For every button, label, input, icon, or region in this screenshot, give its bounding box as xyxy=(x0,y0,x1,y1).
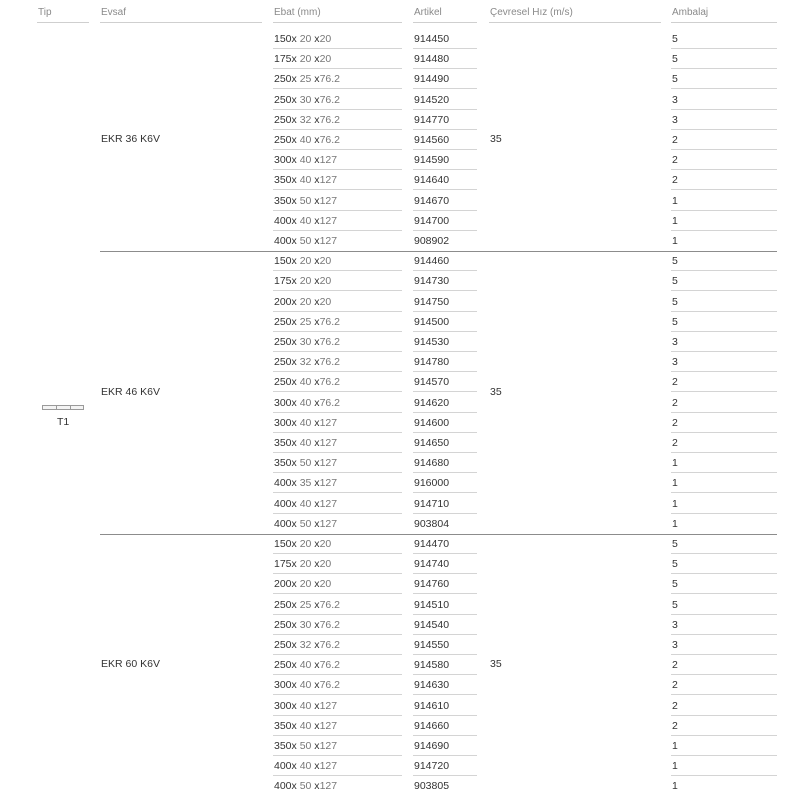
ebat-dim-b: 32 xyxy=(299,113,312,126)
ebat-dim-a: 150 xyxy=(274,33,292,45)
ebat-dim-a: 400 xyxy=(274,497,292,510)
header-evsaf: Evsaf xyxy=(100,7,262,23)
ebat-dim-b: 40 xyxy=(299,760,312,773)
artikel-cell: 914530 xyxy=(413,332,477,352)
artikel-cell: 914570 xyxy=(413,372,477,392)
ebat-dim-a: 400 xyxy=(274,517,292,530)
ambalaj-cell: 1 xyxy=(671,494,777,514)
ebat-dim-c: 76.2 xyxy=(319,113,340,126)
ambalaj-cell: 2 xyxy=(671,696,777,716)
ebat-dim-c: 20 xyxy=(319,578,332,591)
artikel-cell: 914610 xyxy=(413,696,477,716)
ebat-cell: 250x 40 x76.2 xyxy=(273,372,402,392)
artikel-cell: 914510 xyxy=(413,595,477,615)
ebat-dim-c: 76.2 xyxy=(319,618,340,631)
ebat-cell: 150x 20 x20 xyxy=(273,534,402,554)
ebat-cell: 300x 40 x76.2 xyxy=(273,675,402,695)
ebat-dim-b: 40 xyxy=(299,154,312,167)
ebat-dim-a: 250 xyxy=(274,93,292,106)
ebat-cell: 400x 35 x127 xyxy=(273,473,402,493)
hiz-value: 35 xyxy=(490,385,502,398)
ebat-dim-c: 76.2 xyxy=(319,134,340,146)
ebat-cell: 250x 32 x76.2 xyxy=(273,352,402,372)
artikel-cell: 914480 xyxy=(413,49,477,69)
ebat-dim-b: 25 xyxy=(299,315,312,328)
ebat-dim-b: 40 xyxy=(299,679,312,692)
ebat-cell: 250x 32 x76.2 xyxy=(273,635,402,655)
ebat-dim-c: 20 xyxy=(319,295,332,308)
ebat-dim-a: 300 xyxy=(274,699,292,712)
ebat-dim-b: 40 xyxy=(299,699,312,712)
ebat-dim-a: 400 xyxy=(274,477,292,490)
ebat-dim-a: 400 xyxy=(274,780,292,793)
ambalaj-cell: 1 xyxy=(672,235,678,247)
ebat-cell: 250x 32 x76.2 xyxy=(273,110,402,130)
ambalaj-cell: 2 xyxy=(671,150,777,170)
ebat-dim-c: 20 xyxy=(319,33,332,45)
ebat-dim-b: 30 xyxy=(299,93,312,106)
ambalaj-cell: 1 xyxy=(671,736,777,756)
ebat-dim-a: 250 xyxy=(274,618,292,631)
ebat-dim-b: 30 xyxy=(299,618,312,631)
artikel-cell: 914690 xyxy=(413,736,477,756)
ebat-cell: 175x 20 x20 xyxy=(273,49,402,69)
hiz-value: 35 xyxy=(490,658,502,671)
ambalaj-cell: 3 xyxy=(671,90,777,110)
ebat-dim-a: 200 xyxy=(274,578,292,591)
ebat-cell: 350x 40 x127 xyxy=(273,170,402,190)
artikel-cell: 914670 xyxy=(413,191,477,211)
artikel-cell: 914600 xyxy=(413,413,477,433)
ebat-dim-b: 40 xyxy=(299,416,312,429)
ebat-dim-c: 76.2 xyxy=(319,659,340,672)
ebat-cell: 350x 50 x127 xyxy=(273,736,402,756)
artikel-cell: 914650 xyxy=(413,433,477,453)
artikel-cell: 914550 xyxy=(413,635,477,655)
ebat-dim-a: 250 xyxy=(274,73,292,86)
artikel-cell: 914580 xyxy=(413,655,477,675)
ambalaj-cell: 1 xyxy=(672,517,678,530)
ebat-cell: 400x 50 x127 xyxy=(274,517,338,530)
ebat-dim-a: 400 xyxy=(274,760,292,773)
ebat-dim-b: 20 xyxy=(299,558,312,571)
ebat-cell: 175x 20 x20 xyxy=(273,554,402,574)
ebat-dim-b: 20 xyxy=(299,538,312,550)
ebat-dim-c: 20 xyxy=(319,275,332,288)
ebat-dim-c: 127 xyxy=(319,517,338,530)
artikel-cell: 914560 xyxy=(413,130,477,150)
ebat-cell: 175x 20 x20 xyxy=(273,271,402,291)
ebat-dim-c: 127 xyxy=(319,497,338,510)
ebat-dim-a: 350 xyxy=(274,194,292,207)
ebat-dim-a: 150 xyxy=(274,538,292,550)
ebat-dim-c: 127 xyxy=(319,214,338,227)
ebat-dim-b: 40 xyxy=(299,659,312,672)
ebat-dim-b: 20 xyxy=(299,578,312,591)
evsaf-label: EKR 60 K6V xyxy=(101,658,160,671)
ebat-dim-b: 40 xyxy=(299,437,312,449)
ebat-cell: 400x 40 x127 xyxy=(273,211,402,231)
ebat-dim-c: 20 xyxy=(319,53,332,66)
ebat-dim-a: 300 xyxy=(274,396,292,409)
ambalaj-cell: 1 xyxy=(671,453,777,473)
ebat-dim-b: 50 xyxy=(299,194,312,207)
ebat-dim-b: 32 xyxy=(299,356,312,369)
ebat-dim-c: 76.2 xyxy=(319,356,340,369)
ambalaj-cell: 3 xyxy=(671,110,777,130)
ambalaj-cell: 2 xyxy=(671,393,777,413)
ambalaj-cell: 3 xyxy=(671,332,777,352)
ebat-dim-b: 20 xyxy=(299,255,312,268)
ambalaj-cell: 2 xyxy=(671,413,777,433)
ebat-dim-b: 40 xyxy=(299,174,312,187)
artikel-cell: 914730 xyxy=(413,271,477,291)
ebat-dim-c: 127 xyxy=(319,437,338,449)
artikel-cell: 914750 xyxy=(413,292,477,312)
ebat-dim-c: 127 xyxy=(319,235,338,247)
ebat-dim-b: 30 xyxy=(299,336,312,348)
ebat-dim-a: 250 xyxy=(274,113,292,126)
artikel-cell: 914720 xyxy=(413,756,477,776)
ebat-dim-a: 250 xyxy=(274,356,292,369)
ebat-dim-a: 400 xyxy=(274,235,292,247)
ambalaj-cell: 5 xyxy=(671,574,777,594)
ebat-dim-a: 175 xyxy=(274,275,292,288)
ebat-dim-b: 50 xyxy=(299,780,312,793)
ebat-dim-c: 127 xyxy=(319,477,338,490)
ebat-dim-a: 400 xyxy=(274,214,292,227)
header-ebat: Ebat (mm) xyxy=(273,7,402,23)
ebat-cell: 150x 20 x20 xyxy=(273,251,402,271)
ebat-dim-a: 250 xyxy=(274,598,292,611)
ebat-dim-a: 250 xyxy=(274,639,292,651)
ebat-dim-c: 127 xyxy=(319,780,338,793)
ambalaj-cell: 5 xyxy=(671,312,777,332)
ebat-dim-c: 76.2 xyxy=(319,598,340,611)
ebat-dim-b: 40 xyxy=(299,214,312,227)
ebat-dim-a: 350 xyxy=(274,719,292,732)
ebat-cell: 300x 40 x76.2 xyxy=(273,393,402,413)
ebat-dim-c: 76.2 xyxy=(319,679,340,692)
ebat-dim-c: 20 xyxy=(319,255,332,268)
ebat-cell: 300x 40 x127 xyxy=(273,696,402,716)
ebat-dim-c: 20 xyxy=(319,538,332,550)
evsaf-label: EKR 46 K6V xyxy=(101,385,160,398)
artikel-cell: 903805 xyxy=(414,780,450,793)
ambalaj-cell: 1 xyxy=(672,780,678,793)
ebat-dim-c: 76.2 xyxy=(319,376,340,389)
ebat-dim-a: 350 xyxy=(274,437,292,449)
ebat-cell: 250x 25 x76.2 xyxy=(273,312,402,332)
artikel-cell: 914780 xyxy=(413,352,477,372)
ebat-cell: 400x 50 x127 xyxy=(274,780,338,793)
ebat-dim-b: 25 xyxy=(299,73,312,86)
artikel-cell: 914740 xyxy=(413,554,477,574)
ambalaj-cell: 1 xyxy=(671,211,777,231)
ambalaj-cell: 1 xyxy=(671,756,777,776)
ebat-dim-b: 50 xyxy=(299,235,312,247)
ebat-dim-c: 127 xyxy=(319,719,338,732)
ebat-dim-b: 40 xyxy=(299,497,312,510)
hiz-value: 35 xyxy=(490,133,502,146)
ebat-dim-b: 20 xyxy=(299,295,312,308)
ebat-dim-c: 127 xyxy=(319,416,338,429)
ebat-cell: 250x 25 x76.2 xyxy=(273,69,402,89)
ebat-dim-a: 250 xyxy=(274,336,292,348)
ambalaj-cell: 2 xyxy=(671,433,777,453)
ebat-cell: 300x 40 x127 xyxy=(273,413,402,433)
ambalaj-cell: 5 xyxy=(671,49,777,69)
ambalaj-cell: 5 xyxy=(671,595,777,615)
ambalaj-cell: 2 xyxy=(671,675,777,695)
ambalaj-cell: 5 xyxy=(671,292,777,312)
ebat-dim-a: 250 xyxy=(274,315,292,328)
ebat-cell: 200x 20 x20 xyxy=(273,574,402,594)
artikel-cell: 914660 xyxy=(413,716,477,736)
ebat-dim-b: 20 xyxy=(299,275,312,288)
ebat-dim-b: 40 xyxy=(299,376,312,389)
tip-label: T1 xyxy=(57,416,70,428)
ebat-cell: 250x 30 x76.2 xyxy=(273,332,402,352)
ebat-dim-b: 25 xyxy=(299,598,312,611)
ebat-dim-a: 350 xyxy=(274,740,292,752)
artikel-cell: 914490 xyxy=(413,69,477,89)
ebat-cell: 350x 40 x127 xyxy=(273,433,402,453)
ebat-dim-c: 76.2 xyxy=(319,73,340,86)
ebat-dim-a: 150 xyxy=(274,255,292,268)
ebat-cell: 300x 40 x127 xyxy=(273,150,402,170)
ambalaj-cell: 2 xyxy=(671,130,777,150)
ebat-dim-c: 76.2 xyxy=(319,396,340,409)
ebat-cell: 400x 50 x127 xyxy=(274,235,338,247)
ebat-dim-b: 50 xyxy=(299,740,312,752)
artikel-cell: 914470 xyxy=(413,534,477,554)
ambalaj-cell: 1 xyxy=(671,191,777,211)
ambalaj-cell: 5 xyxy=(671,554,777,574)
artikel-cell: 914450 xyxy=(413,29,477,49)
ebat-cell: 150x 20 x20 xyxy=(273,29,402,49)
ebat-dim-a: 300 xyxy=(274,679,292,692)
ebat-dim-a: 350 xyxy=(274,174,292,187)
ebat-dim-c: 127 xyxy=(319,154,338,167)
artikel-cell: 916000 xyxy=(413,473,477,493)
ebat-cell: 350x 50 x127 xyxy=(273,191,402,211)
artikel-cell: 914680 xyxy=(413,453,477,473)
ebat-dim-a: 175 xyxy=(274,53,292,66)
ambalaj-cell: 5 xyxy=(671,29,777,49)
evsaf-label: EKR 36 K6V xyxy=(101,133,160,146)
artikel-cell: 914590 xyxy=(413,150,477,170)
ebat-cell: 400x 40 x127 xyxy=(273,494,402,514)
ebat-cell: 250x 40 x76.2 xyxy=(273,655,402,675)
ebat-dim-b: 20 xyxy=(299,33,312,45)
ebat-dim-a: 300 xyxy=(274,416,292,429)
ebat-cell: 350x 40 x127 xyxy=(273,716,402,736)
ambalaj-cell: 3 xyxy=(671,635,777,655)
ebat-cell: 250x 30 x76.2 xyxy=(273,90,402,110)
header-tip: Tip xyxy=(37,7,89,23)
ambalaj-cell: 5 xyxy=(671,534,777,554)
ambalaj-cell: 2 xyxy=(671,170,777,190)
ebat-dim-b: 50 xyxy=(299,517,312,530)
artikel-cell: 914700 xyxy=(413,211,477,231)
ebat-dim-c: 76.2 xyxy=(319,336,340,348)
wheel-profile-icon xyxy=(42,405,84,410)
artikel-cell: 914710 xyxy=(413,494,477,514)
ambalaj-cell: 5 xyxy=(671,251,777,271)
ambalaj-cell: 3 xyxy=(671,352,777,372)
ebat-dim-c: 76.2 xyxy=(319,639,340,651)
ebat-dim-b: 40 xyxy=(299,134,312,146)
artikel-cell: 914520 xyxy=(413,90,477,110)
artikel-cell: 914460 xyxy=(413,251,477,271)
ebat-cell: 250x 30 x76.2 xyxy=(273,615,402,635)
ebat-dim-b: 50 xyxy=(299,457,312,470)
artikel-cell: 903804 xyxy=(414,517,450,530)
ebat-dim-c: 127 xyxy=(319,699,338,712)
header-artikel: Artikel xyxy=(413,7,477,23)
ebat-dim-c: 127 xyxy=(319,740,338,752)
ebat-dim-c: 127 xyxy=(319,760,338,773)
ebat-dim-c: 127 xyxy=(319,194,338,207)
ambalaj-cell: 2 xyxy=(671,372,777,392)
ebat-dim-c: 127 xyxy=(319,457,338,470)
ebat-dim-b: 40 xyxy=(299,719,312,732)
ebat-dim-c: 20 xyxy=(319,558,332,571)
ebat-dim-b: 40 xyxy=(299,396,312,409)
ebat-cell: 400x 40 x127 xyxy=(273,756,402,776)
ebat-dim-b: 20 xyxy=(299,53,312,66)
ebat-dim-b: 35 xyxy=(299,477,312,490)
ebat-dim-c: 127 xyxy=(319,174,338,187)
artikel-cell: 914640 xyxy=(413,170,477,190)
header-ambalaj: Ambalaj xyxy=(671,7,777,23)
ebat-dim-a: 250 xyxy=(274,134,292,146)
ebat-dim-a: 300 xyxy=(274,154,292,167)
ebat-cell: 250x 25 x76.2 xyxy=(273,595,402,615)
ebat-dim-b: 32 xyxy=(299,639,312,651)
ambalaj-cell: 2 xyxy=(671,716,777,736)
ambalaj-cell: 5 xyxy=(671,69,777,89)
artikel-cell: 914760 xyxy=(413,574,477,594)
ebat-dim-c: 76.2 xyxy=(319,93,340,106)
artikel-cell: 914620 xyxy=(413,393,477,413)
artikel-cell: 908902 xyxy=(414,235,450,247)
ambalaj-cell: 3 xyxy=(671,615,777,635)
ebat-dim-a: 350 xyxy=(274,457,292,470)
ebat-cell: 250x 40 x76.2 xyxy=(273,130,402,150)
artikel-cell: 914770 xyxy=(413,110,477,130)
ebat-cell: 350x 50 x127 xyxy=(273,453,402,473)
ambalaj-cell: 5 xyxy=(671,271,777,291)
ebat-cell: 200x 20 x20 xyxy=(273,292,402,312)
artikel-cell: 914500 xyxy=(413,312,477,332)
ambalaj-cell: 2 xyxy=(671,655,777,675)
artikel-cell: 914630 xyxy=(413,675,477,695)
ebat-dim-c: 76.2 xyxy=(319,315,340,328)
artikel-cell: 914540 xyxy=(413,615,477,635)
ambalaj-cell: 1 xyxy=(671,473,777,493)
ebat-dim-a: 175 xyxy=(274,558,292,571)
ebat-dim-a: 200 xyxy=(274,295,292,308)
ebat-dim-a: 250 xyxy=(274,376,292,389)
ebat-dim-a: 250 xyxy=(274,659,292,672)
header-hiz: Çevresel Hız (m/s) xyxy=(489,7,661,23)
